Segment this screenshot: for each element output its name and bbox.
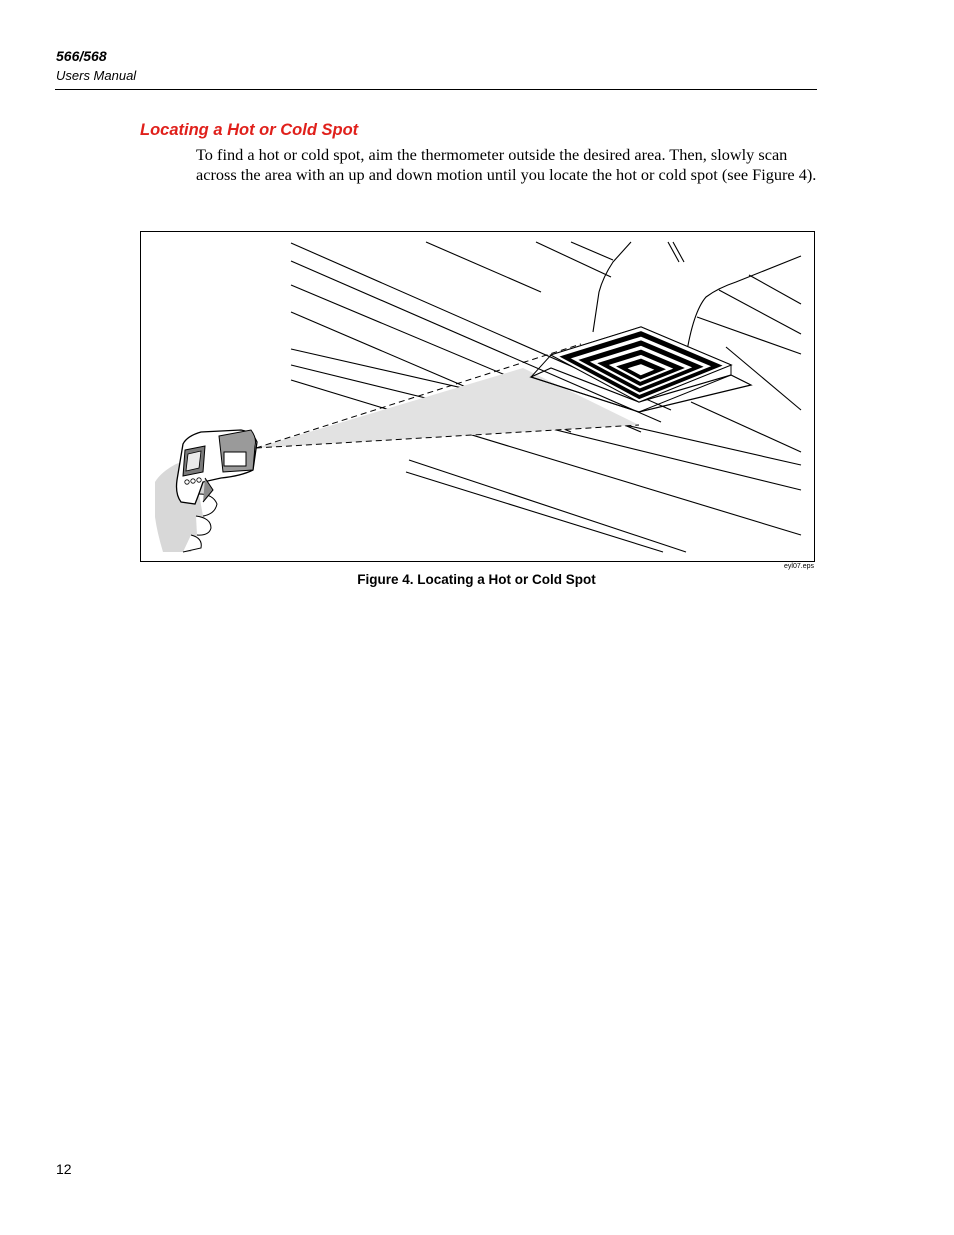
ceiling-line [409,460,686,552]
ceiling-line [697,317,801,354]
duct-edge [686,256,801,357]
duct-edge [593,242,631,332]
section-body-text: To find a hot or cold spot, aim the thermometer outside the desired area. Then, slowly scan across the area with an up and down motion until you locate the hot or cold spot (see Figure 4). [196,145,817,184]
figure-illustration [140,231,815,562]
ceiling-line [749,275,801,304]
ceiling-line [691,402,801,452]
header-rule [55,89,817,90]
header-model: 566/568 [56,48,107,64]
ceiling-line [426,242,541,292]
figure-caption: Figure 4. Locating a Hot or Cold Spot [357,572,596,587]
ceiling-line [571,242,613,260]
infrared-thermometer-icon [177,430,258,504]
section-title: Locating a Hot or Cold Spot [140,121,359,139]
ceiling-line [536,242,611,277]
ceiling-line [406,472,663,552]
ceiling-line [673,242,684,262]
figure-file-code: eyl07.eps [784,563,814,570]
page-number: 12 [56,1161,72,1177]
figure-drawing [141,232,814,561]
ceiling-line [668,242,679,262]
header-subtitle: Users Manual [56,68,137,83]
